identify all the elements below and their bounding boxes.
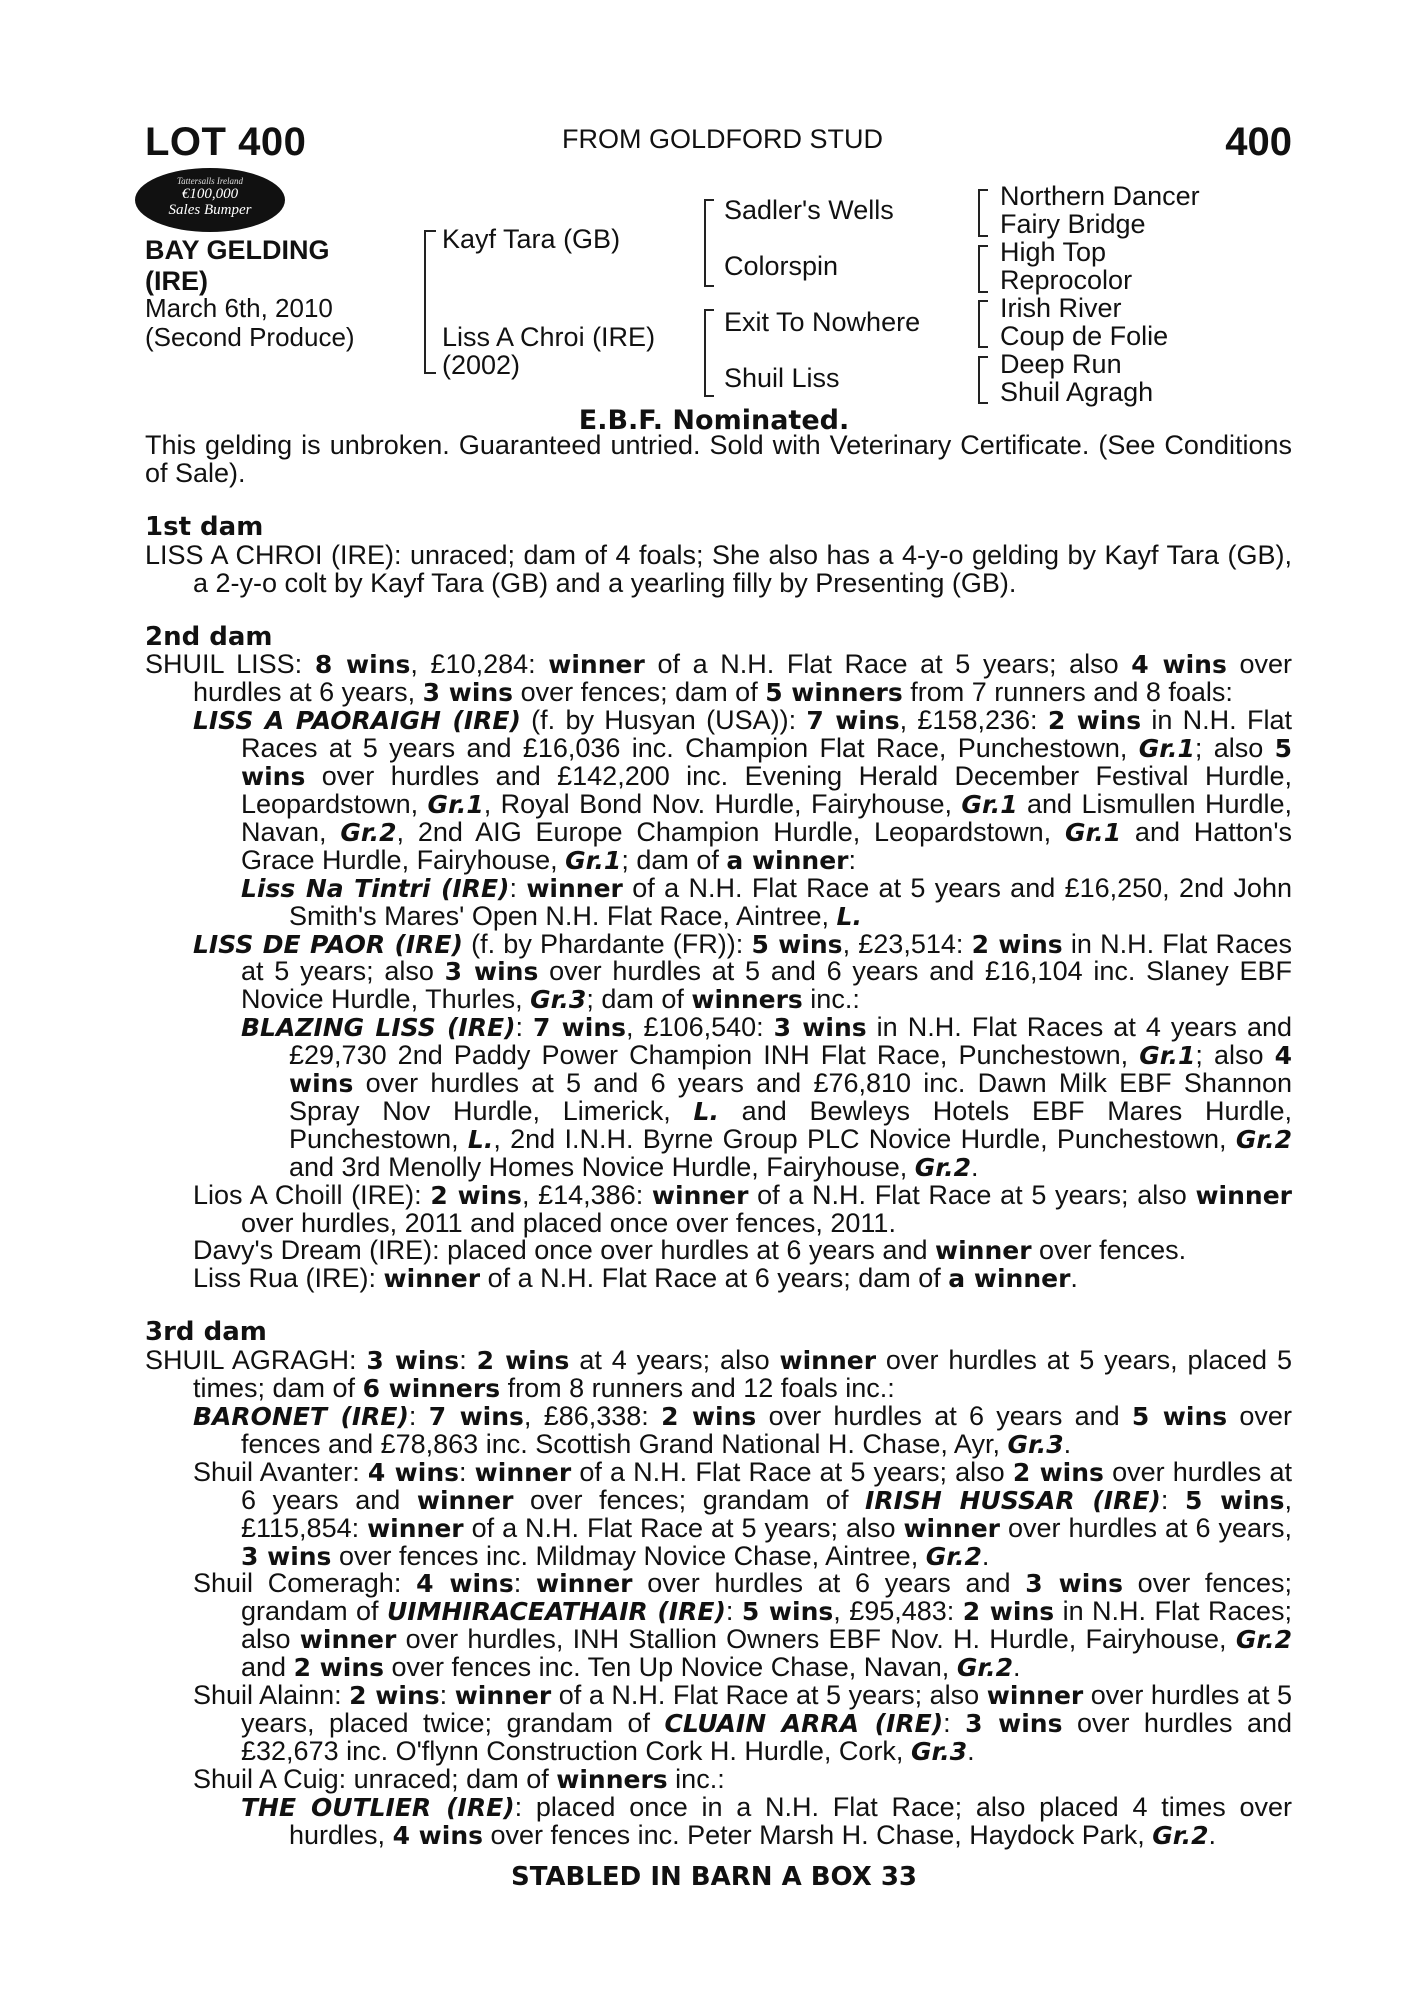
- sdd: Reprocolor: [1000, 265, 1133, 295]
- dam: Liss A Chroi (IRE): [442, 322, 656, 352]
- sex-line-1: BAY GELDING: [145, 235, 330, 265]
- produce-blazing-liss: BLAZING LISS (IRE): 7 wins, £106,540: 3 wins in N.H. Flat Races at 4 years and £29,730 2nd Paddy Power Champion INH Flat Race, Punchestown, Gr.1; also 4 wins over hurdles at 5 and 6 years and £76,810 inc. Dawn Milk EBF Shannon Spray Nov Hurdle, Limerick, L. and Bewleys Hotels EBF Mares Hurdle, Punchestown, L., 2nd I.N.H. Byrne Group PLC Novice Hurdle, Punchestown, Gr.2 and 3rd Menolly Homes Novice Hurdle, Fairyhouse, Gr.2.: [241, 1012, 1292, 1182]
- second-dam-entry: SHUIL LISS: 8 wins, £10,284: winner of a N.H. Flat Race at 5 years; also 4 wins over hurdles at 6 years, 3 wins over fences; dam of 5 winners from 7 runners and 8 foals:: [145, 649, 1292, 708]
- vendor: FROM GOLDFORD STUD: [562, 124, 883, 154]
- third-dam-entry: SHUIL AGRAGH: 3 wins: 2 wins at 4 years; also winner over hurdles at 5 years, placed 5 times; dam of 6 winners from 8 runners and 12 foals inc.:: [145, 1345, 1292, 1404]
- produce-shuil-comeragh: Shuil Comeragh: 4 wins: winner over hurdles at 6 years and 3 wins over fences; grandam of UIMHIRACEATHAIR (IRE): 5 wins, £95,483: 2 wins in N.H. Flat Races; also winner over hurdles, INH Stallion Owners EBF Nov. H. Hurdle, Fairyhouse, Gr.2 and 2 wins over fences inc. Ten Up Novice Chase, Navan, Gr.2.: [193, 1568, 1292, 1683]
- produce-shuil-a-cuig: Shuil A Cuig: unraced; dam of winners inc.:: [193, 1763, 725, 1794]
- badge-brand: Tattersalls Ireland: [176, 176, 244, 186]
- brace-ds: [978, 300, 988, 348]
- horse-dob: [145, 294, 355, 352]
- brace-gen1: [424, 230, 436, 374]
- sire-sire: Sadler's Wells: [724, 195, 894, 225]
- dob-date: March 6th, 2010: [145, 293, 333, 323]
- produce-lios-a-choill: Lios A Choill (IRE): 2 wins, £14,386: winner of a N.H. Flat Race at 5 years; also winner over hurdles, 2011 and placed once over fences, 2011.: [193, 1179, 1292, 1238]
- sds: High Top: [1000, 237, 1107, 267]
- badge-amount: €100,000: [181, 186, 239, 202]
- sire-dam: Colorspin: [724, 251, 839, 281]
- badge-name: Sales Bumper: [168, 202, 252, 218]
- produce-note: (Second Produce): [145, 322, 355, 352]
- dam-year: (2002): [442, 350, 521, 380]
- horse-sex: [145, 235, 330, 297]
- catalogue-body: [145, 432, 1292, 1850]
- sire: Kayf Tara (GB): [442, 224, 621, 254]
- sale-conditions: This gelding is unbroken. Guaranteed untried. Sold with Veterinary Certificate. (See Conditions of Sale).: [145, 430, 1292, 488]
- brace-sire: [704, 199, 714, 287]
- first-dam-entry: LISS A CHROI (IRE): unraced; dam of 4 foals; She also has a 4-y-o gelding by Kayf Tara (GB), a 2-y-o colt by Kayf Tara (GB) and a yearling filly by Presenting (GB).: [145, 539, 1292, 598]
- ebf-nominated: E.B.F. Nominated.: [578, 405, 850, 436]
- produce-liss-rua: Liss Rua (IRE): winner of a N.H. Flat Race at 6 years; dam of a winner.: [193, 1263, 1078, 1294]
- brace-ss: [978, 189, 988, 237]
- brace-dd: [978, 356, 988, 404]
- dds: Deep Run: [1000, 349, 1122, 379]
- brace-sd: [978, 245, 988, 293]
- lot-title: LOT 400: [145, 120, 307, 164]
- produce-shuil-alainn: Shuil Alainn: 2 wins: winner of a N.H. Flat Race at 5 years; also winner over hurdles at 5 years, placed twice; grandam of CLUAIN ARRA (IRE): 3 wins over hurdles and £32,673 inc. O'flynn Construction Cork H. Hurdle, Cork, Gr.3.: [193, 1680, 1292, 1766]
- produce-davys-dream: Davy's Dream (IRE): placed once over hurdles at 6 years and winner over fences.: [193, 1235, 1187, 1266]
- produce-liss-de-paor: LISS DE PAOR (IRE) (f. by Phardante (FR)): 5 wins, £23,514: 2 wins in N.H. Flat Races at 5 years; also 3 wins over hurdles at 5 and 6 years and £16,104 inc. Slaney EBF Novice Hurdle, Thurles, Gr.3; dam of winners inc.:: [193, 928, 1292, 1015]
- sex-line-2: (IRE): [145, 266, 208, 296]
- dss: Irish River: [1000, 293, 1122, 323]
- stabling-info: STABLED IN BARN A BOX 33: [510, 1862, 918, 1892]
- dam-dam: Shuil Liss: [724, 363, 840, 393]
- produce-shuil-avanter: Shuil Avanter: 4 wins: winner of a N.H. Flat Race at 5 years; also 2 wins over hurdles at 6 years and winner over fences; grandam of IRISH HUSSAR (IRE): 5 wins, £115,854: winner of a N.H. Flat Race at 5 years; also winner over hurdles at 6 years, 3 wins over fences inc. Mildmay Novice Chase, Aintree, Gr.2.: [193, 1456, 1292, 1571]
- first-dam-heading: 1st dam: [145, 511, 264, 542]
- produce-liss-a-paoraigh: LISS A PAORAIGH (IRE) (f. by Husyan (USA)): 7 wins, £158,236: 2 wins in N.H. Flat Races at 5 years and £16,036 inc. Champion Flat Race, Punchestown, Gr.1; also 5 wins over hurdles and £142,200 inc. Evening Herald December Festival Hurdle, Leopardstown, Gr.1, Royal Bond Nov. Hurdle, Fairyhouse, Gr.1 and Lismullen Hurdle, Navan, Gr.2, 2nd AIG Europe Champion Hurdle, Leopardstown, Gr.1 and Hatton's Grace Hurdle, Fairyhouse, Gr.1; dam of a winner:: [193, 705, 1292, 875]
- second-dam-heading: 2nd dam: [145, 621, 273, 652]
- dsd: Coup de Folie: [1000, 321, 1169, 351]
- sales-bumper-badge: [135, 168, 285, 232]
- brace-dam: [704, 309, 714, 397]
- produce-liss-na-tintri: Liss Na Tintri (IRE): winner of a N.H. Flat Race at 5 years and £16,250, 2nd John Smith's Mares' Open N.H. Flat Race, Aintree, L.: [241, 872, 1292, 931]
- third-dam-heading: 3rd dam: [145, 1317, 267, 1348]
- produce-baronet: BARONET (IRE): 7 wins, £86,338: 2 wins over hurdles at 6 years and 5 wins over fences and £78,863 inc. Scottish Grand National H. Chase, Ayr, Gr.3.: [193, 1401, 1292, 1459]
- lot-number: 400: [1225, 120, 1292, 164]
- sss: Northern Dancer: [1000, 181, 1200, 211]
- dam-sire: Exit To Nowhere: [724, 307, 921, 337]
- ssd: Fairy Bridge: [1000, 209, 1146, 239]
- ddd: Shuil Agragh: [1000, 377, 1154, 407]
- produce-the-outlier: THE OUTLIER (IRE): placed once in a N.H. Flat Race; also placed 4 times over hurdles, 4 wins over fences inc. Peter Marsh H. Chase, Haydock Park, Gr.2.: [241, 1791, 1293, 1850]
